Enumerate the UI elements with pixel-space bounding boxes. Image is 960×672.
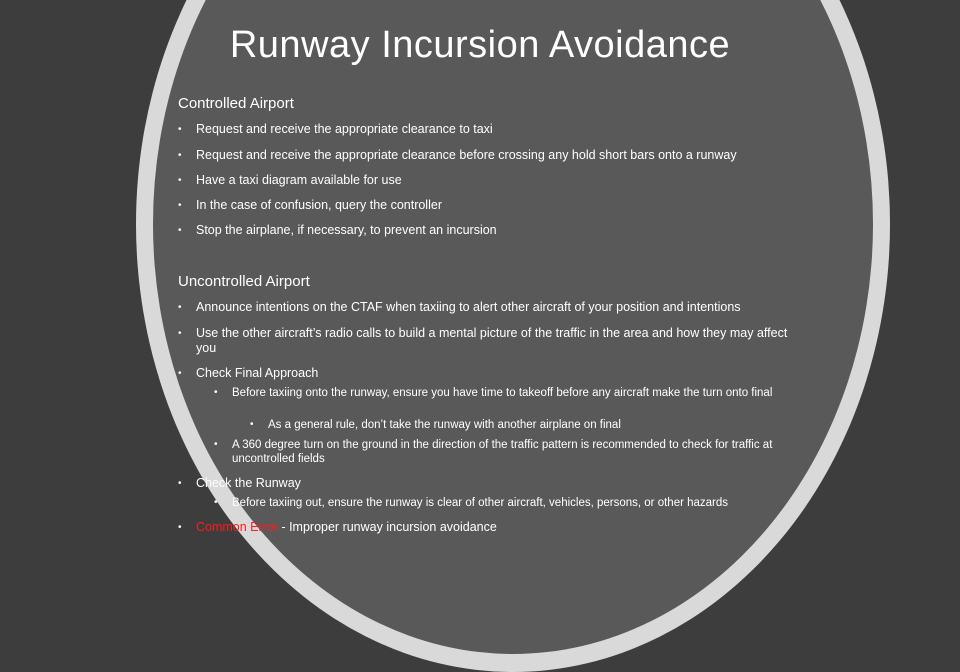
common-error-label: Common Error	[196, 520, 278, 534]
list-item: • Check Final Approach	[178, 366, 319, 380]
bullet: •	[214, 439, 218, 450]
list-item: • Announce intentions on the CTAF when taxiing to alert other aircraft of your position and intentions	[178, 300, 741, 314]
bullet: •	[178, 200, 182, 211]
bullet: •	[178, 150, 182, 161]
list-item: • Stop the airplane, if necessary, to prevent an incursion	[178, 223, 497, 237]
list-item: • Have a taxi diagram available for use	[178, 173, 402, 187]
bullet: •	[214, 497, 218, 508]
list-item: • In the case of confusion, query the controller	[178, 198, 442, 212]
bullet: •	[178, 225, 182, 236]
common-error-text: - Improper runway incursion avoidance	[277, 520, 497, 534]
bullet: •	[178, 478, 182, 489]
sub-sub-list-item: • As a general rule, don’t take the runway with another airplane on final	[250, 419, 621, 431]
list-item: • Request and receive the appropriate clearance to taxi	[178, 122, 493, 136]
bullet: •	[250, 419, 254, 430]
bullet: •	[178, 522, 182, 533]
controlled-airport-heading: Controlled Airport	[178, 95, 294, 112]
sub-list-item: • A 360 degree turn on the ground in the direction of the traffic pattern is recommended to check for traffic at uncontrolled fields	[214, 439, 773, 465]
list-item: • Use the other aircraft’s radio calls to build a mental picture of the traffic in the area and how they may affect you	[178, 326, 788, 355]
list-item: • Check the Runway	[178, 476, 301, 490]
sub-list-item: • Before taxiing out, ensure the runway is clear of other aircraft, vehicles, persons, or other hazards	[214, 497, 729, 509]
list-item: • Request and receive the appropriate clearance before crossing any hold short bars onto a runway	[178, 148, 737, 162]
bullet: •	[178, 175, 182, 186]
slide-title: Runway Incursion Avoidance	[229, 24, 731, 66]
bullet: •	[178, 328, 182, 339]
bullet: •	[178, 124, 182, 135]
bullet: •	[178, 302, 182, 313]
bullet: •	[214, 387, 218, 398]
uncontrolled-airport-heading: Uncontrolled Airport	[178, 273, 310, 290]
sub-list-item: • Before taxiing onto the runway, ensure you have time to takeoff before any aircraft make the turn onto final	[214, 387, 773, 399]
bullet: •	[178, 368, 182, 379]
common-error-item	[178, 520, 818, 535]
